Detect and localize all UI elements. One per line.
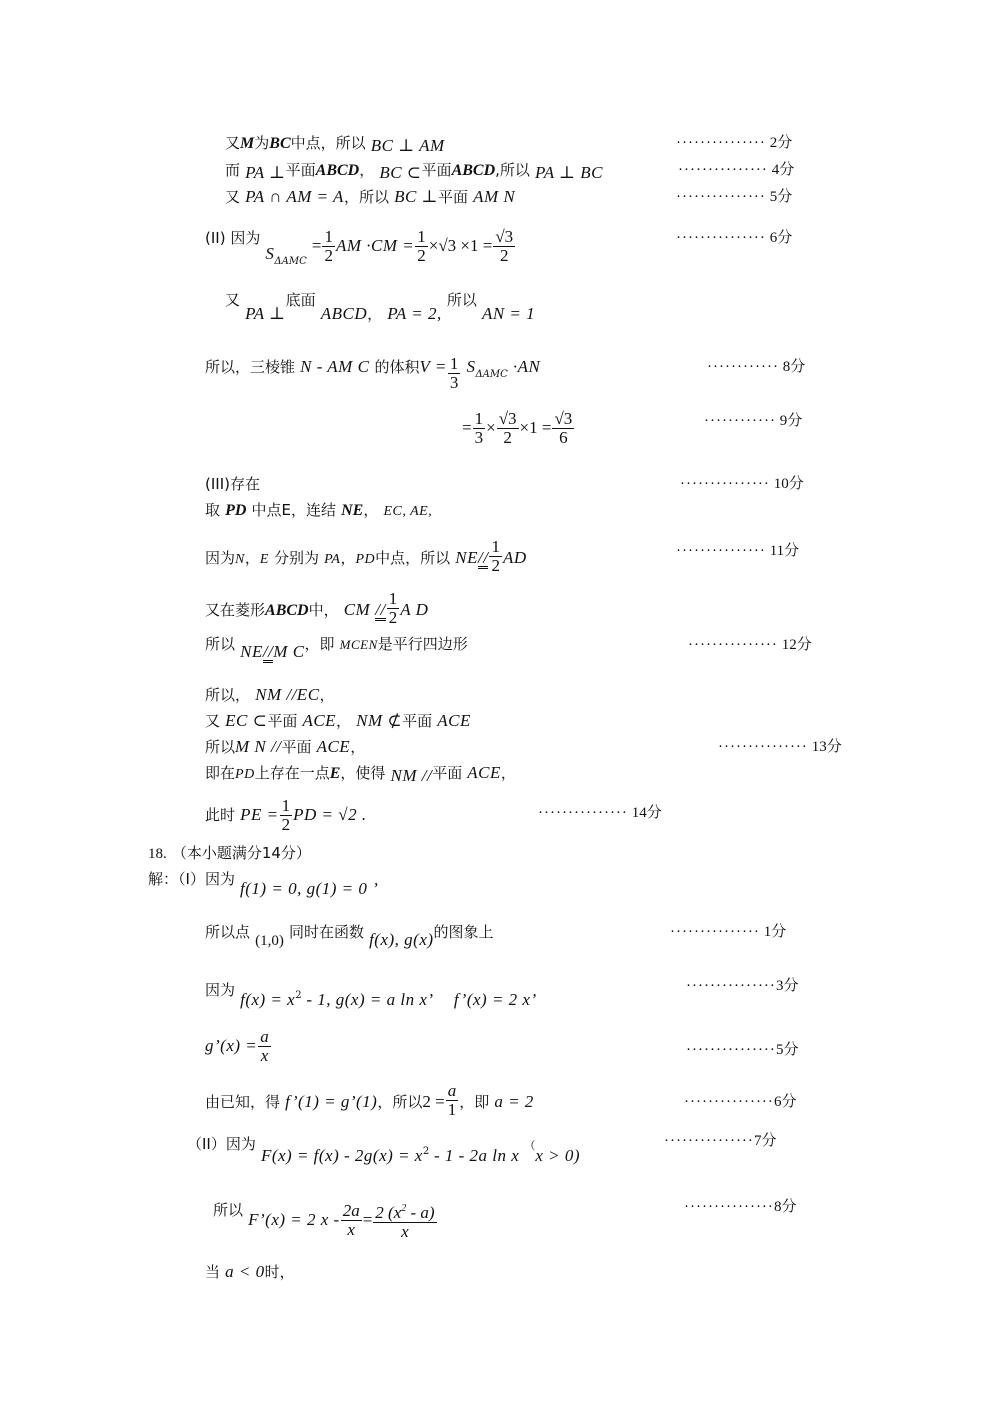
text: 的体积 [374,358,420,376]
numerator: 1 [474,409,484,428]
math-expr: PD = √2 . [293,805,367,824]
denominator: 2 [503,428,512,447]
score-value: 10分 [773,476,804,492]
denominator: 2 [324,246,333,265]
text: 此时 [205,806,236,824]
math-var: CM [343,600,371,619]
math-expr: a < 0 [225,1262,265,1281]
text: ， [350,738,366,756]
superscript: 2 [422,1146,430,1157]
text: 时， [264,1263,295,1281]
score-value: 3分 [775,978,799,994]
text: 即在 [205,764,236,782]
text: 平面 [421,161,452,179]
part-label: (III)存在 [205,475,260,493]
text: 底面 [285,291,316,309]
parallelogram-line [205,634,468,661]
text: 所以，三棱锥 [205,358,296,376]
math-expr: BC ⊥ AM [370,136,445,155]
parallel-equal-symbol: // [262,642,274,661]
score-8 [707,357,805,377]
score-2 [676,133,792,153]
proof-line-bc-perp-am [225,133,445,154]
superscript: 2 [401,1203,407,1214]
text: ， [363,501,379,519]
volume-calc-line [462,410,575,447]
part-label: （II）因为 [187,1135,256,1153]
proof-line-pa-perp-bc [225,160,603,181]
equals: = [462,418,472,437]
math-expr: f’(1) = g’(1) [285,1092,378,1111]
math-var: ACE [467,763,501,782]
fraction-half [489,538,502,575]
denominator: x [347,1220,355,1239]
text: 又 [225,188,241,206]
leader-dots: ··············· [688,637,778,653]
score-4 [678,160,794,180]
text: ,所以 [495,161,530,179]
numerator: 1 [417,227,426,246]
math-expr: PA ⊥ BC [535,163,603,182]
nm-parallel-ec-line [205,685,335,705]
text: ，使得 [340,764,386,782]
function-defs-line [205,976,537,1009]
math-expr: ABCD [320,304,368,323]
math-var: S [466,357,476,376]
text: 的图象上 [433,923,494,941]
text: ，所以 [377,1093,423,1111]
text: 又 [225,291,241,309]
text: 平面 [281,738,312,756]
math-expr: f(x), g(x) [369,930,434,949]
leader-dots: ··············· [680,476,770,492]
subscript: ΔAMC [274,256,307,267]
parallel-equal-symbol: // [477,548,489,567]
text: 又在菱形 [205,601,266,619]
math-var: PD [355,552,376,567]
math-expr: EC, AE, [383,504,433,519]
text: 平面 [285,161,316,179]
text: 因为 [205,549,236,567]
solution-label: 解： [148,870,179,888]
score-9 [704,411,802,431]
equals: = [311,236,322,255]
numerator: √3 [554,409,573,428]
ec-in-plane-line [205,711,471,731]
rhombus-line [205,590,428,627]
math-expr: (1,0) [255,933,284,949]
math-var: PD [225,502,247,519]
fraction-a-over-x [258,1028,271,1065]
math-var: NE [341,502,364,519]
numerator: 1 [324,227,333,246]
math-expr: BC ⊥ [394,187,439,206]
score-value: 2分 [769,135,793,151]
text: 取 [205,501,221,519]
text: ，即 [304,635,335,653]
gprime-line [205,1028,272,1065]
score-value: 6分 [769,230,793,246]
math-expr: AN = 1 [481,304,536,323]
equals: = [362,1210,373,1229]
math-expr: 2 = [422,1092,445,1111]
q18-header [148,843,311,864]
text: 所以点 [205,923,251,941]
text: ，即 [459,1093,490,1111]
exists-point-line [205,763,516,785]
text: 所以 [213,1201,244,1219]
score-11 [676,541,799,561]
text: 中点，所以 [375,549,451,567]
text: ，所以 [343,188,389,206]
q18-part1-line [148,869,379,898]
math-var: ABCD [315,162,360,179]
score-10 [680,474,804,494]
text: 是平行四边形 [377,635,468,653]
score-value: 5分 [775,1042,799,1058]
paren: （ [524,1139,536,1152]
score-value: 8分 [773,1199,797,1215]
text: ， [500,764,516,782]
math-expr: F(x) = f(x) - 2g(x) = x [260,1146,423,1165]
leader-dots: ··············· [670,924,760,940]
numerator: 1 [281,796,291,815]
fraction-root3-over-6 [552,410,574,447]
case-a-negative-line [205,1262,295,1282]
text: 所以， [205,686,251,704]
math-expr: PA ∩ AM = A [245,187,344,206]
math-expr: f(x) = x [240,990,296,1009]
leader-dots: ············ [704,413,776,429]
denominator: x [260,1046,269,1065]
take-midpoint-line [205,500,432,522]
math-expr: N - AM C [300,357,370,376]
leader-dots: ··············· [538,805,628,821]
text: 当 [205,1263,221,1281]
parallel-equal-symbol: // [375,600,386,619]
leader-dots: ··············· [678,162,768,178]
text: 所以 [205,635,236,653]
score-value: 13分 [811,739,842,755]
numerator: 1 [491,537,500,556]
math-expr: a = 2 [494,1092,534,1111]
numerator [373,1200,436,1223]
fraction-a-over-1 [446,1082,459,1119]
text: 平面 [438,188,469,206]
numerator-part: - a) [406,1203,435,1222]
text: 平面 [267,712,298,730]
subscript: ΔAMC [475,369,508,380]
text: 中， [308,601,339,619]
numerator: √3 [495,227,514,246]
score-8b [684,1197,796,1217]
leader-dots: ··············· [676,135,766,151]
math-expr: NM ⊄ [356,711,403,730]
part-label: （I）因为 [178,870,235,888]
point-on-graphs-line [205,922,494,949]
numerator: 1 [449,354,459,373]
F-definition-line [187,1130,581,1165]
math-var: BC [269,135,291,152]
text: 上存在一点 [254,764,330,782]
text: 因为 [205,981,236,999]
math-var: E [329,765,341,782]
text: 为 [254,134,270,152]
math-var: ACE [316,737,351,756]
score-12 [688,635,812,655]
math-expr: EC ⊂ [225,711,268,730]
text: ， [244,549,260,567]
math-expr: g’(x) = [205,1036,258,1055]
score-3 [686,976,798,996]
fraction-2a-over-x [341,1202,362,1239]
text: ， [319,686,335,704]
score-value: 5分 [769,189,793,205]
math-var: ACE [302,711,337,730]
text: 所以 [205,738,236,756]
leader-dots: ··············· [684,1199,774,1215]
math-expr: ×1 = [519,418,552,437]
ne-parallel-line [205,538,527,575]
text: 中点，所以 [290,134,366,152]
part3-exists-line [205,474,260,494]
leader-dots: ··············· [664,1133,754,1149]
text: ， [340,549,356,567]
fraction-half [415,228,428,265]
score-5b [686,1040,798,1060]
leader-dots: ··············· [676,230,766,246]
score-value: 4分 [771,162,795,178]
denominator: 2 [281,815,291,834]
text: 而 [225,161,241,179]
math-var: MCEN [339,637,378,652]
denominator: x [401,1222,409,1241]
times: × [486,418,496,437]
fraction-half [322,228,335,265]
math-var: E [259,552,269,567]
math-var: NE [455,548,478,567]
math-expr: NM // [390,766,433,785]
text: 同时在函数 [288,923,364,941]
part-label: (II) 因为 [205,229,261,247]
math-expr: PA ⊥ [245,163,286,182]
leader-dots: ··············· [684,1094,774,1110]
leader-dots: ··············· [676,543,766,559]
math-var: ABCD [451,162,496,179]
math-expr: PA = 2, [387,304,442,323]
text: ， [367,305,383,323]
score-7 [664,1131,776,1151]
score-value: 14分 [631,805,662,821]
math-expr: M N // [235,737,282,756]
math-var: S [265,244,275,263]
score-value: 12分 [781,637,812,653]
denominator: 2 [491,556,500,575]
math-var: A D [400,600,429,619]
math-expr: - 1, g(x) = a ln x’ [301,990,434,1009]
numerator: a [260,1027,269,1046]
area-formula-line [205,228,516,265]
score-value: 11分 [769,543,800,559]
question-title: （本小题满分14分） [171,844,311,862]
question-number: 18. [148,846,167,862]
pa-base-line [225,291,536,323]
pe-length-line [205,797,367,834]
text: 分别为 [274,549,320,567]
denominator: 2 [417,246,426,265]
score-value: 6分 [773,1094,797,1110]
fraction-root3-over-2 [493,228,515,265]
fraction-derivative [373,1200,436,1241]
math-expr: PA ⊥ [245,304,286,323]
math-expr: f(1) = 0, g(1) = 0 ’ [240,879,379,898]
numerator-part: 2 (x [375,1203,402,1222]
fraction-third [448,355,461,392]
volume-line [205,355,540,392]
text: 平面 [432,764,463,782]
mn-parallel-plane-line [205,737,365,757]
text: 中点E，连结 [251,501,337,519]
denominator: 6 [559,428,568,447]
math-var: M C [273,642,305,661]
text: 所以 [446,291,477,309]
numerator: 2a [342,1201,360,1220]
score-6 [676,228,792,248]
score-value: 9分 [779,413,803,429]
math-expr: ×√3 ×1 = [428,236,493,255]
math-expr: F’(x) = 2 x - [248,1210,340,1229]
math-var: PD [235,767,255,782]
numerator: a [447,1081,457,1100]
denominator: 2 [388,608,398,627]
text: ， [336,712,352,730]
leader-dots: ··············· [686,978,776,994]
score-5 [676,187,792,207]
math-var: PA [324,552,341,567]
numerator: √3 [498,409,517,428]
math-expr: ·AN [512,357,541,376]
math-var: ABCD [265,602,309,619]
fraction-half [387,590,400,627]
text: ， [359,161,375,179]
math-var: ACE [437,711,471,730]
text: 又 [225,134,241,152]
denominator: 2 [500,246,509,265]
math-expr: BC ⊂ [379,163,422,182]
defs-expr [240,990,537,1009]
math-expr: V = [419,357,447,376]
math-expr: PE = [240,805,279,824]
known-condition-line [205,1082,534,1119]
leader-dots: ··············· [676,189,766,205]
score-value: 1分 [763,924,787,940]
math-expr: NM //EC [255,685,320,704]
math-var: NE [240,642,263,661]
score-1 [670,922,786,942]
leader-dots: ··············· [686,1042,776,1058]
Fprime-line [213,1200,438,1241]
F-expr [261,1146,519,1165]
fraction-third [473,410,486,447]
denominator: 3 [449,373,459,392]
fraction-root3-over-2 [497,410,519,447]
score-14 [538,803,662,823]
math-expr: AM ·CM = [335,236,415,255]
score-13 [718,737,842,757]
denominator: 3 [474,428,484,447]
numerator: 1 [388,589,398,608]
superscript: 2 [295,990,302,1001]
text: 由已知，得 [205,1093,281,1111]
score-6b [684,1092,796,1112]
proof-line-bc-perp-plane [225,187,515,207]
text: 平面 [402,712,433,730]
score-value: 8分 [782,359,806,375]
math-var: N [235,552,245,567]
leader-dots: ············ [707,359,779,375]
leader-dots: ··············· [718,739,808,755]
denominator: 1 [447,1100,457,1119]
math-var: M [240,135,255,152]
math-expr: - 1 - 2a ln x [429,1146,520,1165]
text: 又 [205,712,221,730]
math-expr: x > 0) [535,1146,581,1165]
math-expr: AM N [473,187,516,206]
math-var: AD [502,548,527,567]
math-expr: f’(x) = 2 x’ [453,990,537,1009]
score-value: 7分 [753,1133,777,1149]
fraction-half [280,797,293,834]
